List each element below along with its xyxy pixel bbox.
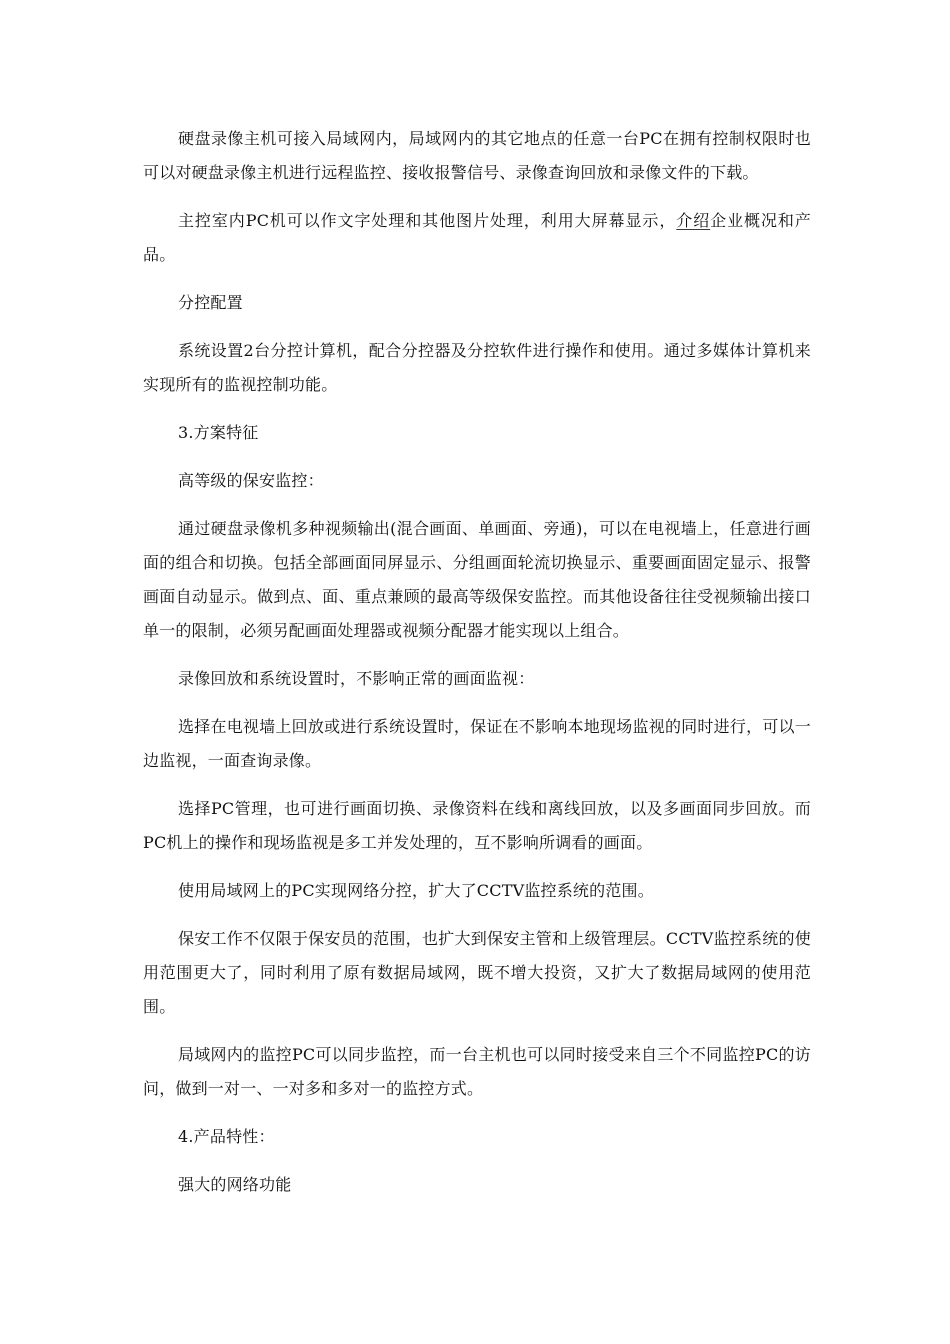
heading-solution-features: 3.方案特征 [178,423,259,442]
document-body [143,122,811,1216]
heading-high-level-security: 高等级的保安监控： [178,471,324,490]
paragraph-pc-management: 选择PC管理，也可进行画面切换、录像资料在线和离线回放，以及多画面同步回放。而PC机上的操作和现场监视是多工并发处理的，互不影响所调看的画面。 [143,799,811,852]
heading-network-function: 强大的网络功能 [178,1175,292,1194]
paragraph-remote-monitoring: 硬盘录像主机可接入局域网内，局域网内的其它地点的任意一台PC在拥有控制权限时也可以对硬盘录像主机进行远程监控、接收报警信号、录像查询回放和录像文件的下载。 [143,129,811,182]
paragraph-sub-control-computers: 系统设置2台分控计算机，配合分控器及分控软件进行操作和使用。通过多媒体计算机来实现所有的监视控制功能。 [143,341,811,394]
paragraph-main-control-room [143,204,811,272]
intro-link[interactable]: 介绍 [676,211,711,230]
heading-sub-control-config: 分控配置 [178,293,243,312]
paragraph-main-control-text: 主控室内PC机可以作文字处理和其他图片处理，利用大屏幕显示， [178,211,677,230]
paragraph-tv-wall-playback: 选择在电视墙上回放或进行系统设置时，保证在不影响本地现场监视的同时进行，可以一边监视，一面查询录像。 [143,717,811,770]
paragraph-video-output: 通过硬盘录像机多种视频输出(混合画面、单画面、旁通)，可以在电视墙上，任意进行画面的组合和切换。包括全部画面同屏显示、分组画面轮流切换显示、重要画面固定显示、报警画面自动显示。做到点、面、重点兼顾的最高等级保安监控。而其他设备往往受视频输出接口单一的限制，必须另配画面处理器或视频分配器才能实现以上组合。 [143,519,811,640]
heading-playback-no-impact: 录像回放和系统设置时，不影响正常的画面监视： [178,669,535,688]
paragraph-main-control-tail: 企业概况和产品。 [143,211,812,264]
paragraph-sync-monitoring: 局域网内的监控PC可以同步监控，而一台主机也可以同时接受来自三个不同监控PC的访问，做到一对一、一对多和多对一的监控方式。 [143,1045,811,1098]
paragraph-security-scope: 保安工作不仅限于保安员的范围，也扩大到保安主管和上级管理层。CCTV监控系统的使用范围更大了，同时利用了原有数据局域网，既不增大投资，又扩大了数据局域网的使用范围。 [143,929,811,1016]
heading-product-features: 4.产品特性： [178,1127,275,1146]
heading-lan-sub-control: 使用局域网上的PC实现网络分控，扩大了CCTV监控系统的范围。 [178,881,654,900]
